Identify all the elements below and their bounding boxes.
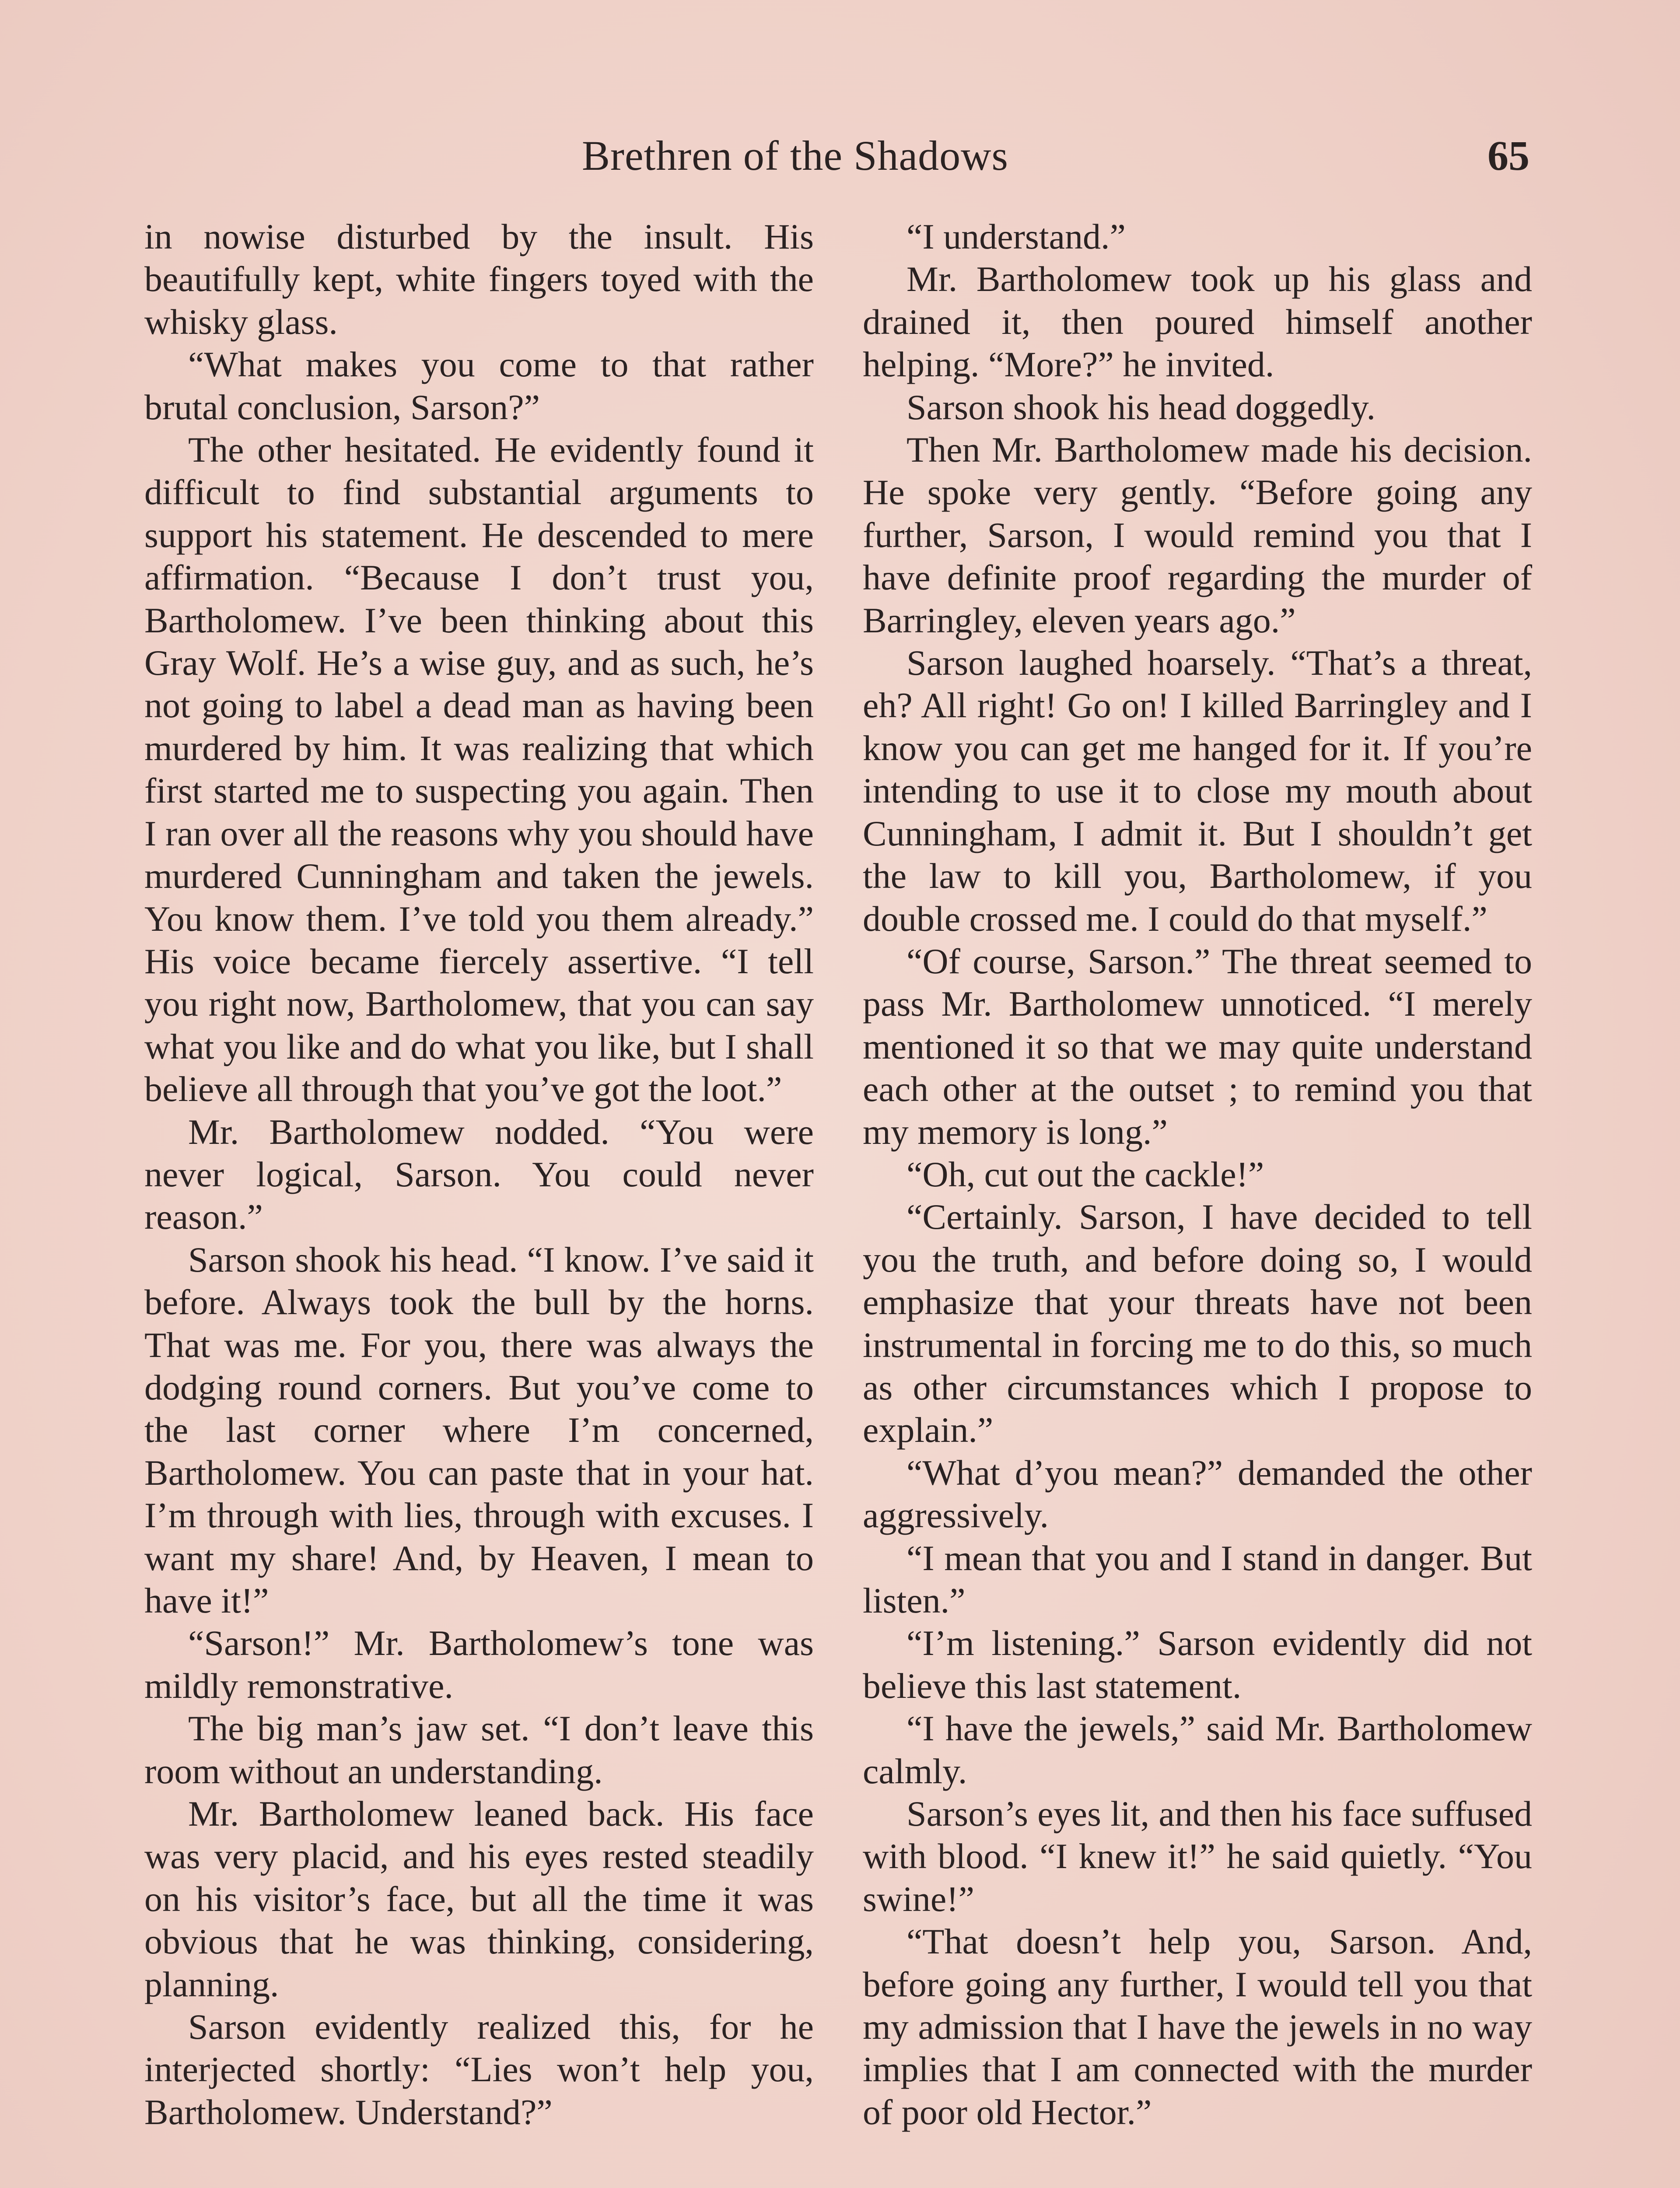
left-column [144, 215, 814, 2133]
paragraph: Mr. Bartholomew nodded. “You were never logical, Sarson. You could never reason.” [144, 1112, 814, 1237]
paragraph: Mr. Bartholomew took up his glass and drained it, then poured himself another helping. “More?” he invited. [863, 259, 1532, 385]
paragraph: “What d’you mean?” demanded the other aggressively. [863, 1452, 1532, 1536]
paragraph: The big man’s jaw set. “I don’t leave this room without an understanding. [144, 1708, 814, 1791]
paragraph: “That doesn’t help you, Sarson. And, before going any further, I would tell you that my admission that I have the jewels in no way implies that I am connected with the murder of poor old Hector.” [863, 1922, 1532, 2132]
paragraph: Sarson laughed hoarsely. “That’s a threat, eh? All right! Go on! I killed Barringley and I know you can get me hanged for it. If you’re intending to use it to close my mouth about Cunningham, I admit it. But I shouldn’t get the law to kill you, Bartholomew, if you double crossed me. I could do that myself.” [863, 643, 1532, 939]
paragraph: in nowise disturbed by the insult. His beautifully kept, white fingers toyed with the whisky glass. [144, 217, 814, 342]
paragraph: “I’m listening.” Sarson evidently did not believe this last statement. [863, 1623, 1532, 1706]
paragraph: “Of course, Sarson.” The threat seemed to pass Mr. Bartholomew unnoticed. “I merely mentioned it so that we may quite understand each other at the outset ; to remind you that my memory is long.” [863, 941, 1532, 1152]
paragraph: Then Mr. Bartholomew made his decision. He spoke very gently. “Before going any further, Sarson, I would remind you that I have definite proof regarding the murder of Barringley, eleven years ago.” [863, 430, 1532, 640]
right-column [863, 215, 1532, 2133]
paragraph: “Sarson!” Mr. Bartholomew’s tone was mildly remonstrative. [144, 1623, 814, 1706]
paragraph: Sarson evidently realized this, for he interjected shortly: “Lies won’t help you, Bartholomew. Understand?” [144, 2007, 814, 2132]
page-number: 65 [1488, 132, 1530, 179]
paragraph: “Oh, cut out the cackle!” [906, 1154, 1264, 1194]
paragraph: “I have the jewels,” said Mr. Bartholomew calmly. [863, 1708, 1532, 1791]
paragraph: The other hesitated. He evidently found it difficult to find substantial arguments to support his statement. He descended to mere affirmation. “Because I don’t trust you, Bartholomew. I’ve been thinking about this Gray Wolf. He’s a wise guy, and as such, he’s not going to label a dead man as having been murdered by him. It was realizing that which first started me to suspecting you again. Then I ran over all the reasons why you should have murdered Cunningham and taken the jewels. You know them. I’ve told you them already.” His voice became fiercely assertive. “I tell you right now, Bartholomew, that you can say what you like and do what you like, but I shall believe all through that you’ve got the loot.” [144, 430, 814, 1109]
paragraph: “Certainly. Sarson, I have decided to tell you the truth, and before doing so, I would emphasize that your threats have not been instrumental in forcing me to do this, so much as other circumstances which I propose to explain.” [863, 1197, 1532, 1450]
paragraph: “What makes you come to that rather brutal conclusion, Sarson?” [144, 344, 814, 427]
running-title: Brethren of the Shadows [582, 132, 1008, 179]
paragraph: Mr. Bartholomew leaned back. His face was very placid, and his eyes rested steadily on his visitor’s face, but all the time it was obvious that he was thinking, considering, planning. [144, 1794, 814, 2004]
paragraph: “I mean that you and I stand in danger. But listen.” [863, 1538, 1532, 1620]
paragraph: Sarson shook his head. “I know. I’ve said it before. Always took the bull by the horns. That was me. For you, there was always the dodging round corners. But you’ve come to the last corner where I’m concerned, Bartholomew. You can paste that in your hat. I’m through with lies, through with excuses. I want my share! And, by Heaven, I mean to have it!” [144, 1239, 814, 1620]
paragraph: Sarson shook his head doggedly. [906, 387, 1376, 427]
paragraph: “I understand.” [906, 217, 1126, 256]
paragraph: Sarson’s eyes lit, and then his face suffused with blood. “I knew it!” he said quietly. “You swine!” [863, 1794, 1532, 1919]
